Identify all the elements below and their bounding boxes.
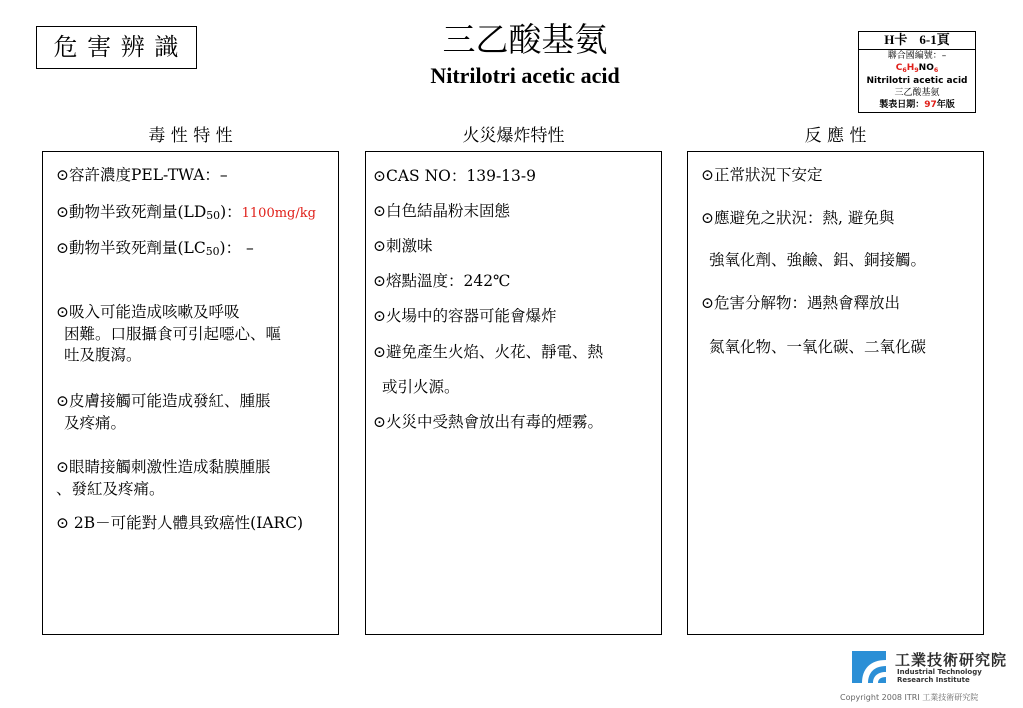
card-date — [858, 99, 976, 111]
toxicity-eye-2: 、發紅及疼痛。 — [56, 480, 165, 498]
org-name-en-1: Industrial Technology — [897, 668, 982, 676]
toxicity-inhale-2: 困難。口服攝食可引起噁心、嘔 — [64, 325, 282, 343]
hazard-label: 危 害 辨 識 — [53, 33, 180, 61]
page-title: 三乙酸基氨 — [442, 20, 608, 59]
reactivity-heading: 反 應 性 — [804, 126, 867, 146]
card-header — [858, 31, 976, 48]
ld50-prefix: ⊙動物半致死劑量(LD — [56, 203, 207, 221]
toxicity-inhale-3: 吐及腹瀉。 — [64, 346, 142, 364]
toxicity-lc50 — [56, 238, 254, 258]
toxicity-heading: 毒 性 特 性 — [148, 126, 233, 146]
card-id: H卡 — [884, 32, 908, 47]
reactivity-decomp-2: 氮氧化物、一氧化碳、二氧化碳 — [709, 338, 927, 356]
fire-container: ⊙火場中的容器可能會爆炸 — [373, 307, 557, 325]
ld50-sub: 50 — [206, 209, 221, 222]
toxicity-eye-1: ⊙眼睛接觸刺激性造成黏膜腫脹 — [56, 458, 271, 476]
formula-h: H — [906, 63, 915, 73]
fire-melting: ⊙熔點溫度：242℃ — [373, 272, 511, 290]
fire-heading: 火災爆炸特性 — [462, 126, 565, 146]
org-name-zh: 工業技術研究院 — [895, 651, 1008, 669]
lc50-prefix: ⊙動物半致死劑量(LC — [56, 239, 206, 257]
fire-avoid-1: ⊙避免產生火焰、火花、靜電、熱 — [373, 343, 603, 361]
formula-h-sub: 9 — [914, 67, 919, 74]
reactivity-avoid-2: 強氧化劑、強鹼、鋁、銅接觸。 — [709, 251, 927, 269]
card-date-suffix: 年版 — [936, 100, 955, 110]
card-name-zh: 三乙酸基氨 — [894, 88, 940, 98]
toxicity-ld50 — [56, 202, 316, 224]
lc50-sub: 50 — [205, 245, 220, 258]
copyright-text: Copyright 2008 ITRI 工業技術研究院 — [840, 693, 979, 702]
fire-appearance: ⊙白色結晶粉末固態 — [373, 202, 510, 220]
formula-no-sub: 6 — [933, 67, 939, 74]
toxicity-inhale-1: ⊙吸入可能造成咳嗽及呼吸 — [56, 303, 240, 321]
toxicity-skin-1: ⊙皮膚接觸可能造成發紅、腫脹 — [56, 392, 271, 410]
toxicity-skin-2: 及疼痛。 — [64, 414, 127, 432]
card-date-prefix: 製表日期： — [879, 100, 925, 110]
fire-avoid-2: 或引火源。 — [382, 378, 460, 396]
card-name-en: Nitrilotri acetic acid — [866, 76, 968, 86]
card-formula — [858, 62, 976, 74]
org-name-en-2: Research Institute — [897, 676, 970, 684]
page-subtitle: Nitrilotri acetic acid — [430, 63, 620, 88]
formula-c-sub: 6 — [902, 67, 907, 74]
fire-odor: ⊙刺激味 — [373, 237, 433, 255]
lc50-suffix: )： – — [219, 239, 254, 257]
itri-logo-icon — [852, 651, 886, 683]
card-un-number: 聯合國編號：– — [887, 51, 947, 61]
reactivity-avoid-1: ⊙應避免之狀況：熱, 避免與 — [701, 209, 895, 227]
card-date-value: 97 — [924, 100, 937, 110]
ld50-value: 1100mg/kg — [241, 206, 316, 221]
formula-no: NO — [918, 63, 934, 73]
reactivity-stable: ⊙正常狀況下安定 — [701, 166, 823, 184]
card-page: 6-1頁 — [919, 32, 950, 47]
fire-smoke: ⊙火災中受熱會放出有毒的煙霧。 — [373, 413, 603, 431]
reactivity-decomp-1: ⊙危害分解物：遇熱會釋放出 — [701, 294, 900, 312]
toxicity-iarc: ⊙ 2B－可能對人體具致癌性(IARC) — [56, 514, 304, 532]
ld50-suffix: )： — [220, 203, 242, 221]
toxicity-pel: ⊙容許濃度PEL-TWA：– — [56, 166, 228, 184]
formula-c: C — [895, 63, 903, 73]
fire-cas: ⊙CAS NO：139-13-9 — [373, 167, 536, 185]
